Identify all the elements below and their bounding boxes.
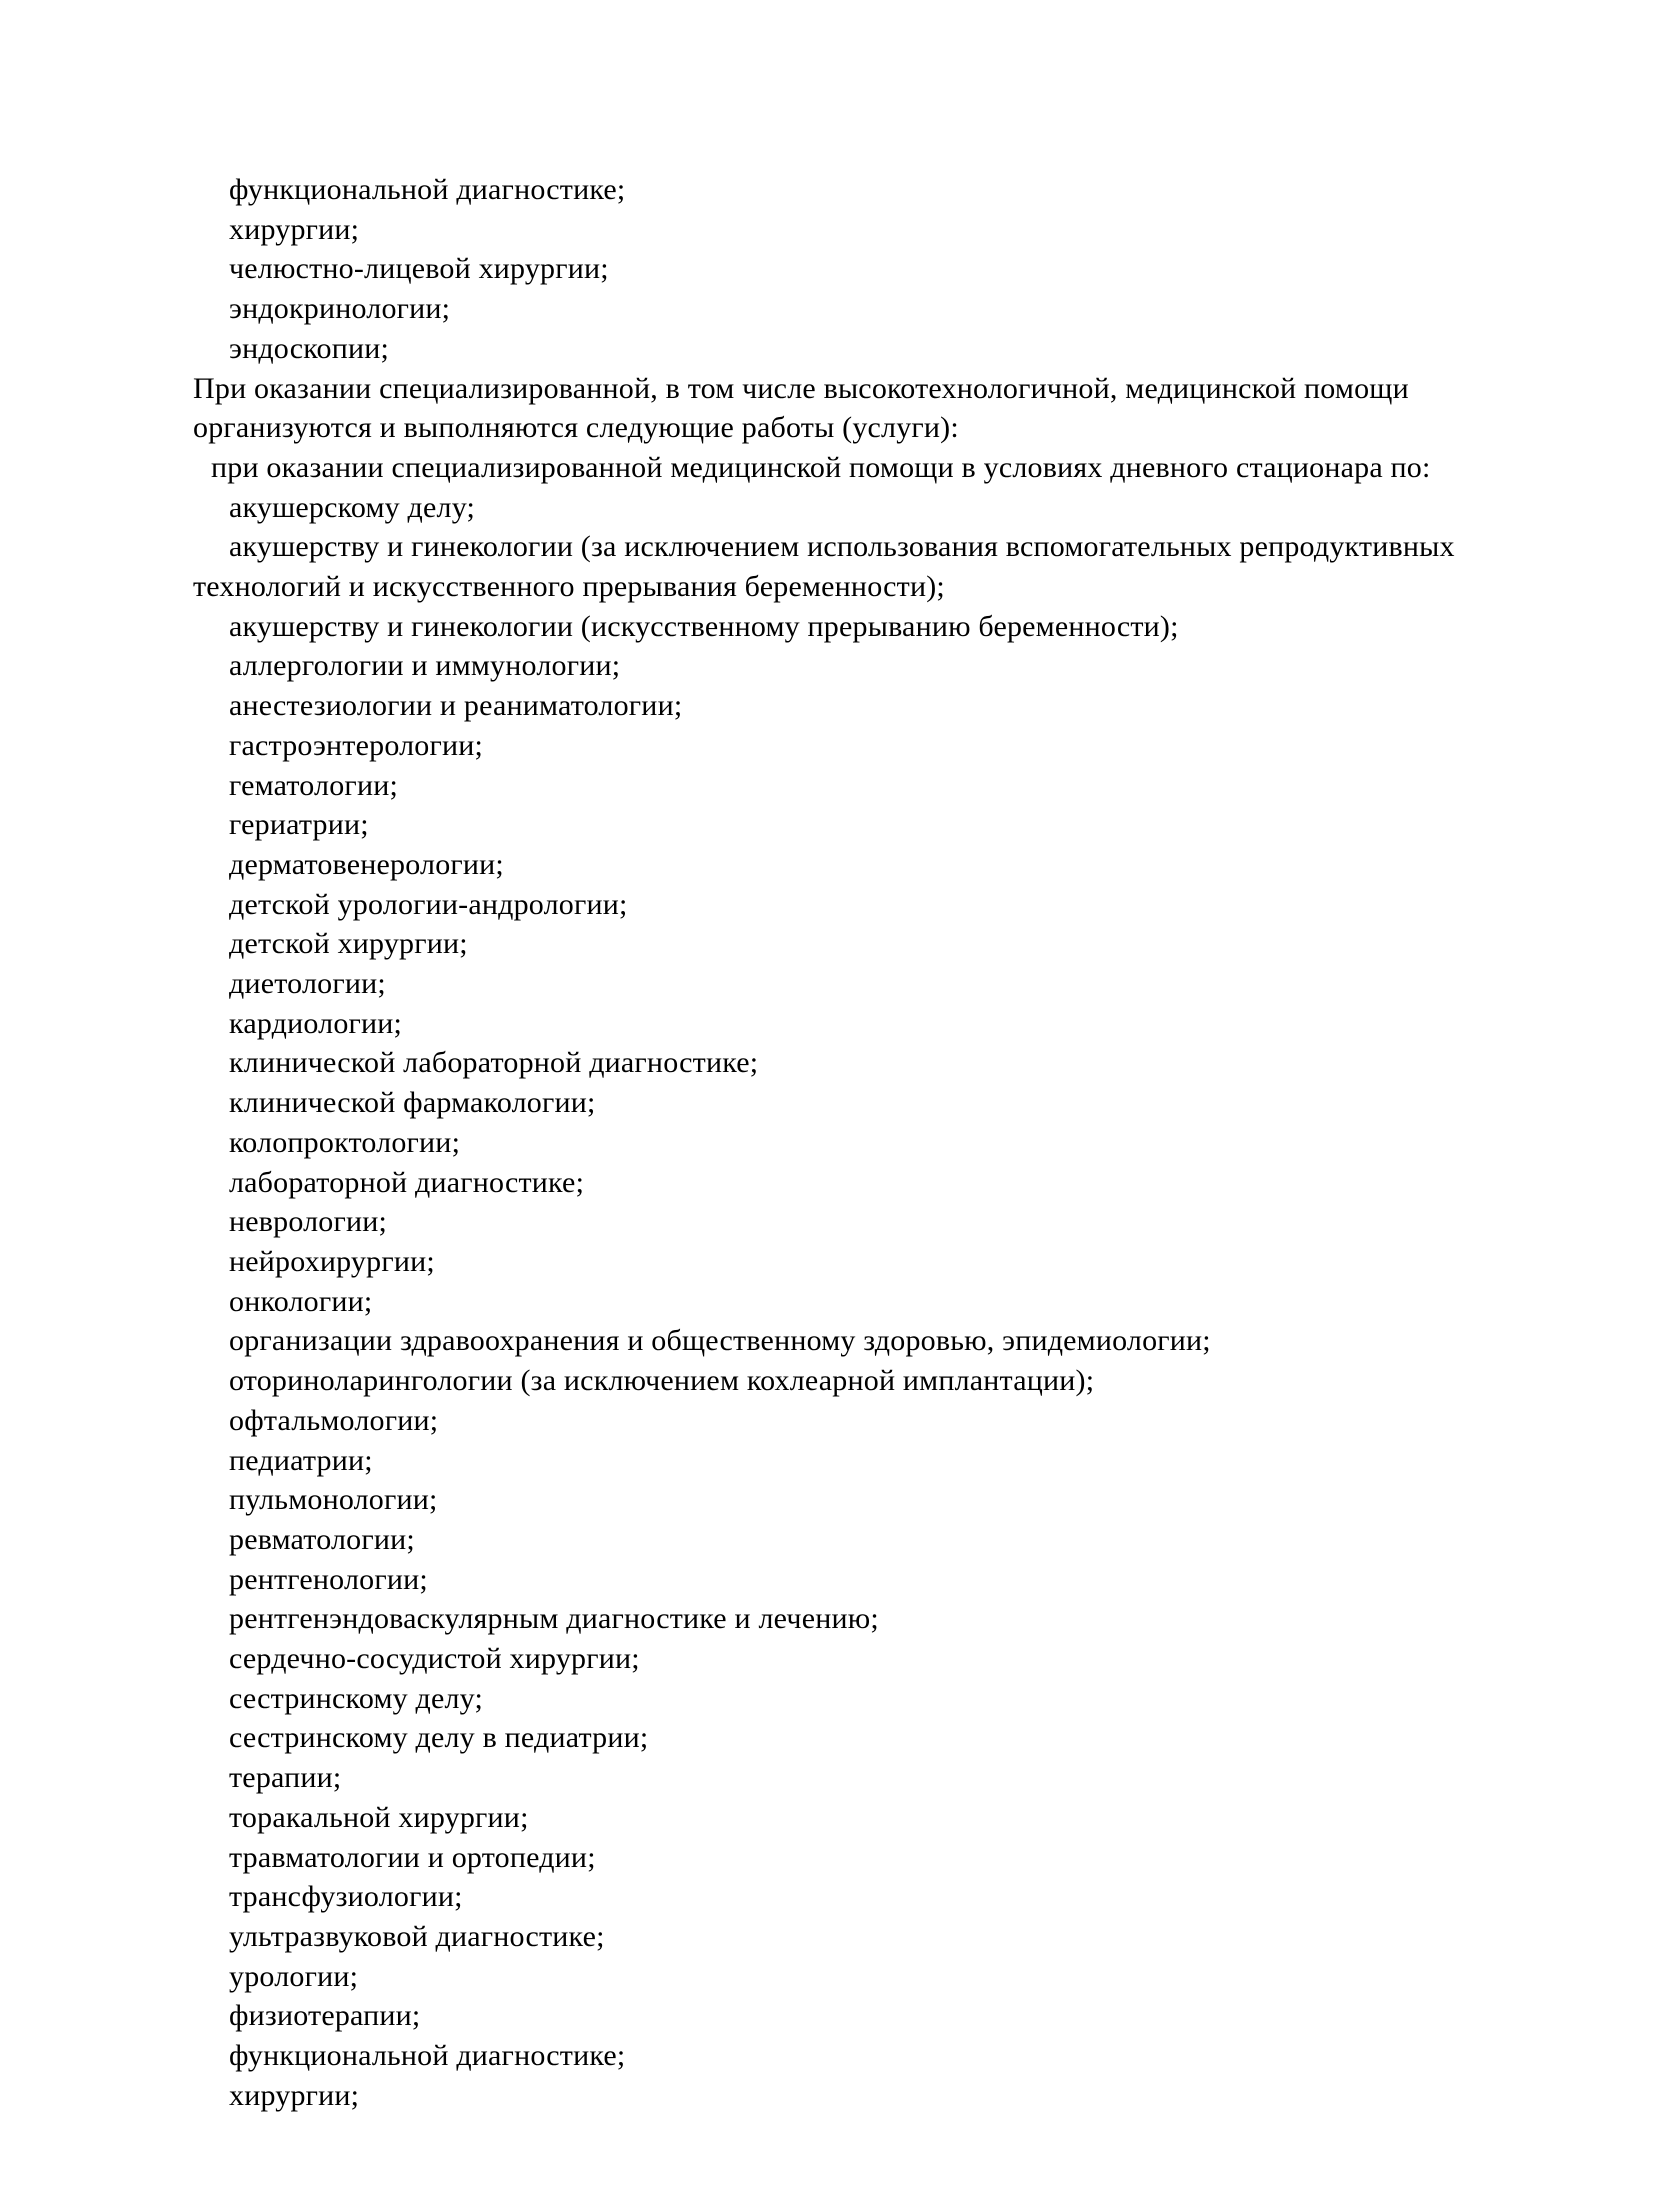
text-line: педиатрии; [229,1443,373,1477]
text-line: гериатрии; [229,808,369,842]
text-line: торакальной хирургии; [229,1800,529,1834]
text-line: хирургии; [229,212,360,246]
text-line: хирургии; [229,2078,360,2112]
text-line: сердечно-сосудистой хирургии; [229,1642,640,1676]
text-line: технологий и искусственного прерывания беременности); [193,570,945,604]
text-line: клинической лабораторной диагностике; [229,1046,759,1080]
text-line: гематологии; [229,768,398,802]
text-line: кардиологии; [229,1006,403,1040]
text-line: акушерству и гинекологии (за исключением использования вспомогательных репродуктивных [229,530,1455,564]
text-line: функциональной диагностике; [229,173,626,206]
text-line: ультразвуковой диагностике; [229,1919,605,1953]
text-line: урологии; [229,1959,359,1993]
text-line: челюстно-лицевой хирургии; [229,252,609,286]
text-line: клинической фармакологии; [229,1086,596,1120]
text-line: эндокринологии; [229,292,451,326]
text-line: терапии; [229,1761,342,1795]
text-line: организуются и выполняются следующие работы (услуги): [193,411,959,445]
text-line: ревматологии; [229,1522,415,1556]
text-line: аллергологии и иммунологии; [229,649,621,683]
text-line: диетологии; [229,967,386,1001]
text-line: пульмонологии; [229,1483,438,1517]
text-line: колопроктологии; [229,1125,461,1159]
text-line: детской урологии-андрологии; [229,887,628,921]
text-line: физиотерапии; [229,1999,421,2033]
text-line: сестринскому делу в педиатрии; [229,1721,649,1755]
text-line: офтальмологии; [229,1403,439,1437]
text-line: детской хирургии; [229,927,468,961]
text-line: лабораторной диагностике; [229,1165,585,1199]
text-line: оториноларингологии (за исключением кохлеарной имплантации); [229,1364,1095,1398]
text-line: эндоскопии; [229,331,390,365]
text-line: функциональной диагностике; [229,2039,626,2073]
text-line: анестезиологии и реаниматологии; [229,689,683,723]
text-line: рентгенэндоваскулярным диагностике и лечению; [229,1602,879,1636]
text-line: дерматовенерологии; [229,847,504,881]
text-line: трансфузиологии; [229,1880,463,1914]
text-line: гастроэнтерологии; [229,728,484,762]
text-line: неврологии; [229,1205,388,1239]
text-line: акушерству и гинекологии (искусственному прерыванию беременности); [229,609,1179,643]
text-line: онкологии; [229,1284,373,1318]
text-line: акушерскому делу; [229,490,476,524]
text-line: нейрохирургии; [229,1244,435,1278]
text-line: травматологии и ортопедии; [229,1840,596,1874]
text-line: организации здравоохранения и общественному здоровью, эпидемиологии; [229,1324,1211,1358]
text-line: при оказании специализированной медицинской помощи в условиях дневного стационара по: [211,450,1431,484]
document-text-block [193,170,1613,2115]
text-line: сестринскому делу; [229,1681,484,1715]
text-line: При оказании специализированной, в том числе высокотехнологичной, медицинской помощи [193,371,1409,405]
text-line: рентгенологии; [229,1562,428,1596]
